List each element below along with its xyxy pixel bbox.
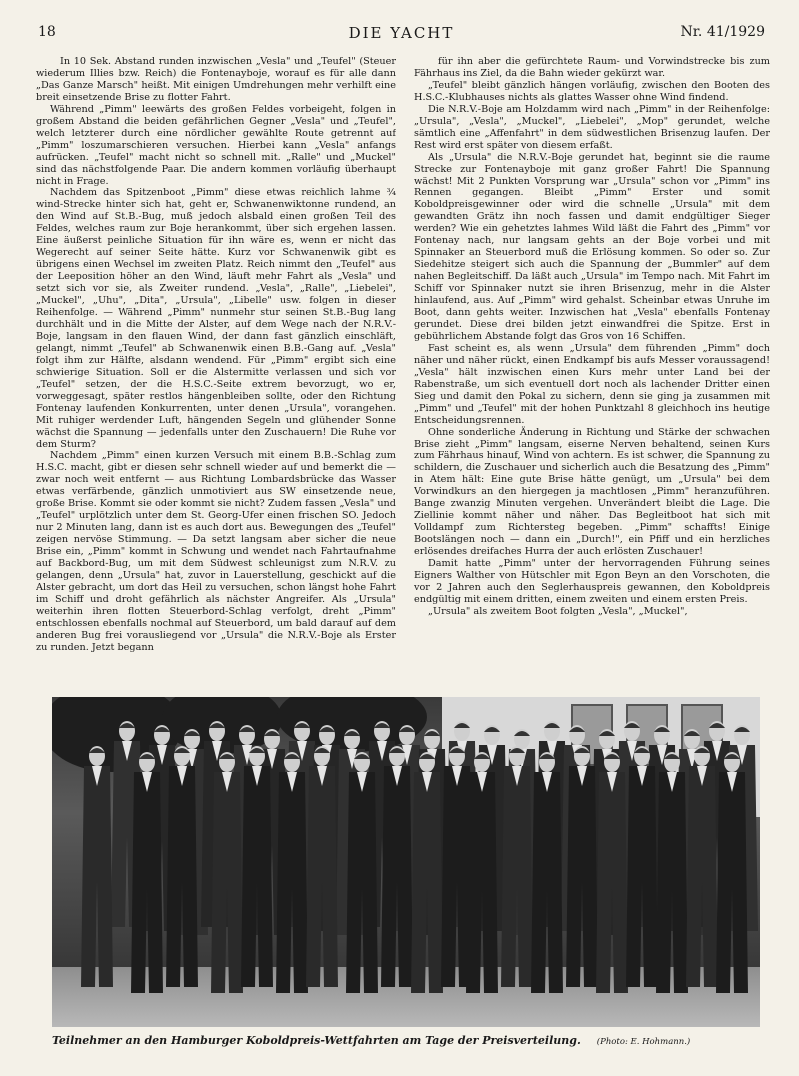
paragraph: In 10 Sek. Abstand runden inzwischen „Vesla" und „Teufel" (Steuer wiederum Illies bzw. Reich) die Fontenayboje, worauf es für alle dann „Das Ganze Marsch" heißt. Mit einigen Umdrehungen mehr verhilft eine breit einsetzende Brise zu flotter Fahrt.: [36, 56, 396, 103]
group-photo: [52, 697, 760, 1027]
paragraph: für ihn aber die gefürchtete Raum- und Vorwindstrecke bis zum Fährhaus ins Ziel, da die Bahn wieder gekürzt war.: [414, 56, 770, 79]
paragraph: Nachdem das Spitzenboot „Pimm" diese etwas reichlich lahme ¾ wind-Strecke hinter sich hat, geht er, Schwanenwiktonne rundend, an den Wind auf St.B.-Bug, muß jedoch alsbald einen großen Teil des Feldes, welches raum zur Boje herankommt, über sich ergehen lassen. Eine äußerst peinliche Situation für ihn wäre es, wenn er nicht das Wegerecht auf seiner Seite hätte. Kurz vor Schwanenwik gibt es übrigens einen Wechsel im zweiten Platz. Reich nimmt den „Teufel" aus der Leeposition höher an den Wind, läuft mehr Fahrt als „Vesla" und setzt sich vor sie, als Zweiter rundend. „Vesla", „Ralle", „Liebelei", „Muckel", „Uhu", „Dita", „Ursula", „Libelle" usw. folgen in dieser Reihenfolge. — Während „Pimm" nunmehr stur seinen St.B.-Bug lang durchhält und in die Mitte der Alster, auf dem Wege nach der N.R.V.-Boje, langsam in den flauen Wind, der dann fast gänzlich einschläft, gelangt, nimmt „Teufel" ab Schwanenwik einen B.B.-Gang auf. „Vesla" folgt ihm zur Hälfte, alsdann wendend. Für „Pimm" ergibt sich eine schwierige Situation. Soll er die Alstermitte verlassen und sich vor „Teufel" setzen, der die H.S.C.-Seite extrem bevorzugt, wo er, vorweggesagt, später restlos hängenbleiben sollte, oder den Richtung Fontenay laufenden Konkurrenten, unter denen „Ursula", vorangehen. Mit ruhiger werdender Luft, hängenden Segeln und glühender Sonne wächst die Spannung — jedenfalls unter den Zuschauern! Die Ruhe vor dem Sturm?: [36, 187, 396, 450]
paragraph: Ohne sonderliche Änderung in Richtung und Stärke der schwachen Brise zieht „Pimm" langsam, eiserne Nerven behaltend, seinen Kurs zum Fährhaus hinauf, Wind von achtern. Es ist schwer, die Spannung zu schildern, die Zuschauer und sicherlich auch die Besatzung des „Pimm" in Atem hält: Eine gute Brise hätte genügt, um „Ursula" bei dem Vorwindkurs an den hiergegen ja machtlosen „Pimm" heranzuführen. Bange zwanzig Minuten vergehen. Unverändert bleibt die Lage. Die Ziellinie kommt näher und näher. Das Begleitboot hat sich mit Volldampf zum Richtersteg begeben. „Pimm" schaffts! Einige Bootslängen noch — dann ein „Durch!", ein Pfiff und ein herzliches erlösendes dreifaches Hurra der auch erlösten Zuschauer!: [414, 426, 770, 558]
issue-number: Nr. 41/1929: [680, 24, 765, 40]
right-column: [414, 56, 770, 692]
paragraph: „Teufel" bleibt gänzlich hängen vorläufig, zwischen den Booten des H.S.C.-Klubhauses nichts als glattes Wasser ohne Wind findend.: [414, 79, 770, 103]
paragraph: Während „Pimm" leewärts des großen Feldes vorbeigeht, folgen in großem Abstand die beiden gefährlichen Gegner „Vesla" und „Teufel", welch letzterer durch eine nördlicher gewählte Route getrennt auf „Pimm" loszumarschieren versuchen. Hierbei kann „Vesla" anfangs aufrücken. „Teufel" macht nicht so schnell mit. „Ralle" und „Muckel" sind das nächstfolgende Paar. Die andern kommen vorläufig überhaupt nicht in Frage.: [36, 103, 396, 187]
paragraph: Als „Ursula" die N.R.V.-Boje gerundet hat, beginnt sie die raume Strecke zur Fontenayboje mit ganz großer Fahrt! Die Spannung wächst! Mit 2 Punkten Vorsprung war „Ursula" schon vor „Pimm" ins Rennen gegangen. Bleibt „Pimm" Erster und somit Koboldpreisgewinner oder wird die schnelle „Ursula" mit dem gewandten Grätz ihn noch fassen und damit endgültiger Sieger werden? Wie ein gehetztes lahmes Wild läßt die Fahrt des „Pimm" vor Fontenay nach, nur langsam gehts an der Boje vorbei und mit Spinnaker an Steuerbord muß die Erlösung kommen. So oder so. Zur Siedehitze steigert sich auch die Spannung der „Bummler" auf dem nahen Begleitschiff. Da läßt auch „Ursula" im Tempo nach. Mit Fahrt im Schiff vor Spinnaker nutzt sie ihren Brisenzug, mehr in die Alster hinlaufend, aus. Auf „Pimm" wird gehalst. Scheinbar etwas Unruhe im Boot, dann gehts weiter. Inzwischen hat „Vesla" ebenfalls Fontenay gerundet. Diese drei bilden jetzt einwandfrei die Spitze. Erst in gebührlichem Abstande folgt das Gros von 16 Schiffen.: [414, 151, 770, 342]
photo-credit: (Photo: E. Hohmann.): [596, 1037, 691, 1047]
photo-caption: [52, 1034, 760, 1047]
page-number: 18: [38, 24, 56, 40]
caption-text: Teilnehmer an den Hamburger Koboldpreis-Wettfahrten am Tage der Preisverteilung.: [52, 1034, 581, 1047]
paragraph: Fast scheint es, als wenn „Ursula" dem führenden „Pimm" doch näher und näher rückt, einen Endkampf bis aufs Messer voraussagend! „Vesla" hält inzwischen einen Kurs mehr unter Land bei der Rabenstraße, um sich eventuell dort noch als lachender Dritter einen Sieg und damit den Pokal zu sichern, denn sie ging ja zusammen mit „Pimm" und „Teufel" mit der hohen Punktzahl 8 gleichhoch ins heutige Entscheidungsrennen.: [414, 342, 770, 426]
journal-title: DIE YACHT: [348, 24, 455, 42]
left-column: [36, 56, 396, 692]
paragraph: Nachdem „Pimm" einen kurzen Versuch mit einem B.B.-Schlag zum H.S.C. macht, gibt er diesen sehr schnell wieder auf und bemerkt die — zwar noch weit entfernt — aus Richtung Lombardsbrücke das Wasser etwas verfärbende, gänzlich unmotiviert aus SW einsetzende neue, große Brise. Kommt sie oder kommt sie nicht? Zudem fassen „Vesla" und „Teufel" urplötzlich unter dem St. Georg-Ufer einen frischen SO. Jedoch nur 2 Minuten lang, dann ist es auch dort aus. Bewegungen des „Teufel" zeigen nervöse Stimmung. — Da setzt langsam aber sicher die neue Brise ein, „Pimm" kommt in Schwung und wendet nach Fahrtaufnahme auf Backbord-Bug, um mit dem Südwest schleunigst zum N.R.V. zu gelangen, denn „Ursula" hat, zuvor in Lauerstellung, geschickt auf die Alster gebracht, um dort das Heil zu versuchen, schon längst hohe Fahrt im Schiff und droht gefährlich als nächster Angreifer. Als „Ursula" weiterhin ihren flotten Steuerbord-Schlag verfolgt, dreht „Pimm" entschlossen ebenfalls nochmal auf Steuerbord, um bald darauf auf dem anderen Bug frei vorausliegend vor „Ursula" die N.R.V.-Boje als Erster zu runden. Jetzt begann: [36, 450, 396, 653]
page-header: [38, 24, 765, 46]
paragraph: Damit hatte „Pimm" unter der hervorragenden Führung seines Eigners Walther von Hütschler mit Egon Beyn an den Vorschoten, die vor 2 Jahren auch den Seglerhauspreis gewannen, den Koboldpreis endgültig mit einem dritten, einem zweiten und einem ersten Preis.: [414, 558, 770, 605]
paragraph: Die N.R.V.-Boje am Holzdamm wird nach „Pimm" in der Reihenfolge: „Ursula", „Vesla", „Muckel", „Liebelei", „Mop" gerundet, welche sämtlich eine „Affenfahrt" in dem südwestlichen Brisenzug laufen. Der Rest wird erst später von diesem erfaßt.: [414, 103, 770, 151]
paragraph: „Ursula" als zweitem Boot folgten „Vesla", „Muckel",: [428, 605, 688, 617]
